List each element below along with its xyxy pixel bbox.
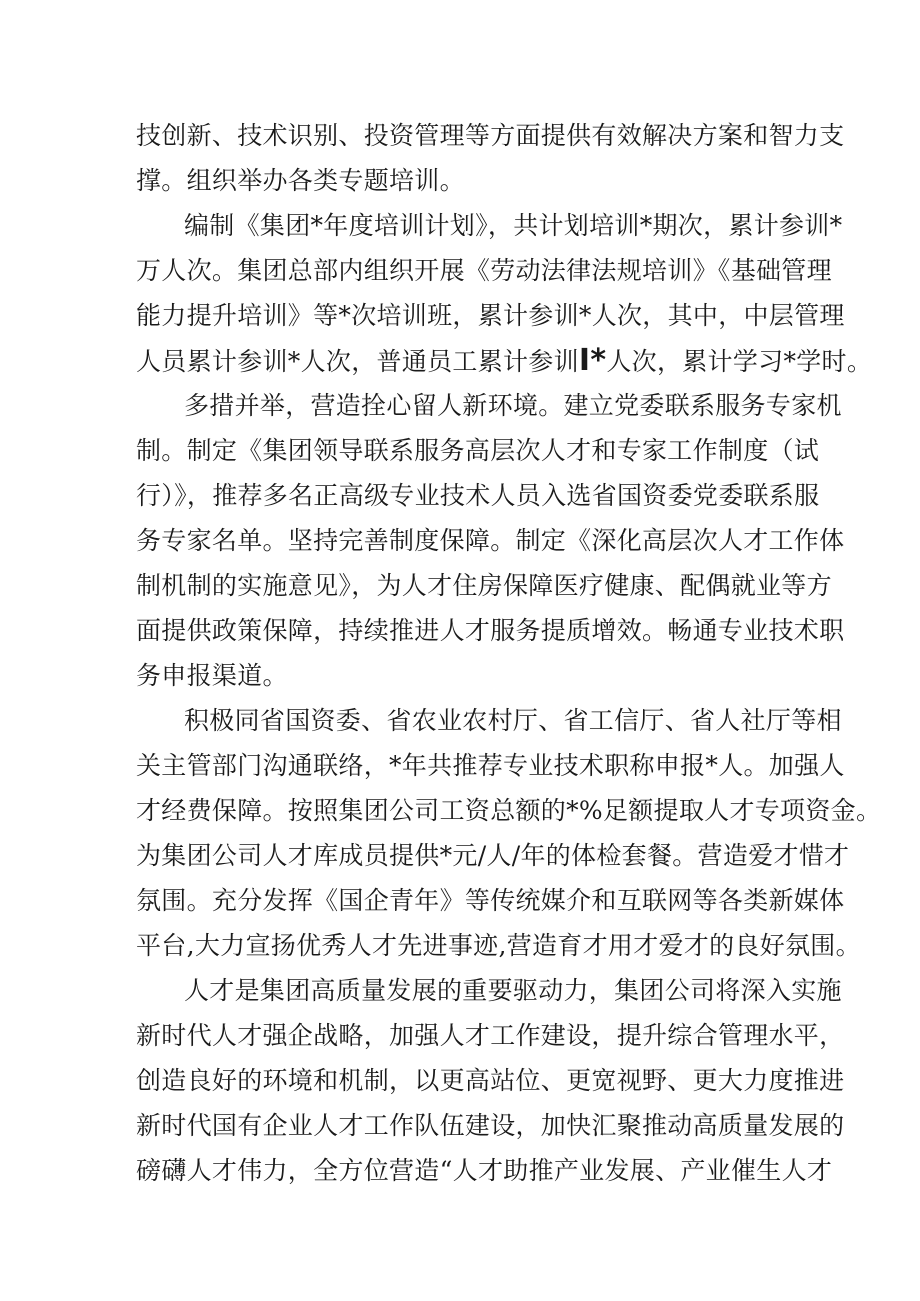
text-line: 才经费保障。按照集团公司工资总额的*%足额提取人才专项资金。 [136,796,882,825]
text-line: 新时代国有企业人才工作队伍建设，加快汇聚推动高质量发展的 [136,1111,845,1140]
text-cursor-mark: I* [578,343,607,378]
text-line: 为集团公司人才库成员提供*元/人/年的体检套餐。营造爱才惜才 [136,841,850,870]
text-line: 制机制的实施意见》，为人才住房保障医疗健康、配偶就业等方 [136,571,832,600]
text-segment: 人员累计参训*人次，普通员工累计参训 [136,347,579,376]
text-line: 多措并举，营造拴心留人新环境。建立党委联系服务专家机 [184,391,842,420]
text-line: 行）》，推荐多名正高级专业技术人员入选省国资委党委联系服 [136,481,820,510]
text-line: 新时代人才强企战略，加强人才工作建设，提升综合管理水平， [136,1021,845,1050]
text-line: 平台,大力宣扬优秀人才先进事迹,营造育才用才爱才的良好氛围。 [136,931,861,960]
text-line: 务申报渠道。 [136,661,288,690]
text-line: 技创新、技术识别、投资管理等方面提供有效解决方案和智力支 [136,121,845,150]
text-line: 万人次。集团总部内组织开展《劳动法律法规培训》《基础管理 [136,256,832,285]
text-line: 编制《集团*年度培训计划》，共计划培训*期次，累计参训* [184,211,843,240]
text-line: 人才是集团高质量发展的重要驱动力，集团公司将深入实施 [184,976,842,1005]
text-line: 磅礴人才伟力，全方位营造“人才助推产业发展、产业催生人才 [136,1156,833,1185]
text-line: 制。制定《集团领导联系服务高层次人才和专家工作制度（试 [136,436,820,465]
text-line: 关主管部门沟通联络，*年共推荐专业技术职称申报*人。加强人 [136,751,845,780]
text-line: 务专家名单。坚持完善制度保障。制定《深化高层次人才工作体 [136,526,845,555]
text-line: 撑。组织举办各类专题培训。 [136,166,465,195]
text-line: 创造良好的环境和机制，以更高站位、更宽视野、更大力度推进 [136,1066,845,1095]
text-line: 积极同省国资委、省农业农村厅、省工信厅、省人社厅等相 [184,706,842,735]
text-line: 氛围。充分发挥《国企青年》等传统媒介和互联网等各类新媒体 [136,886,845,915]
text-segment: 人次，累计学习*学时。 [606,347,873,376]
text-line: 面提供政策保障，持续推进人才服务提质增效。畅通专业技术职 [136,616,845,645]
text-line: 能力提升培训》等*次培训班，累计参训*人次，其中，中层管理 [136,301,845,330]
text-line [136,343,873,379]
